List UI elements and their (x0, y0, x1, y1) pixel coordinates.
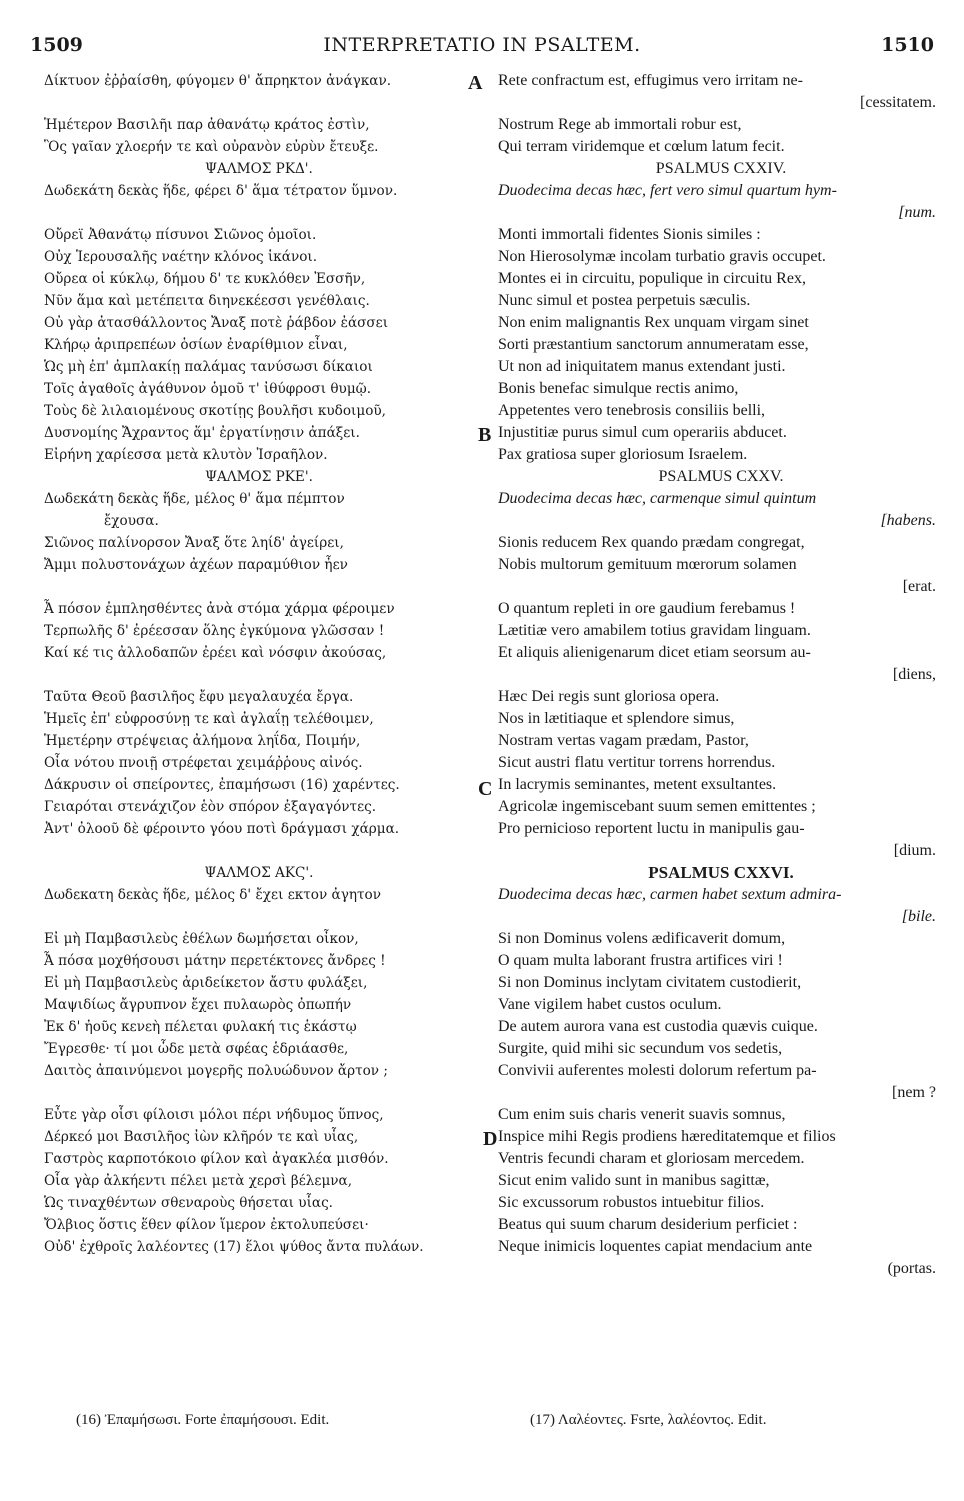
latin-line: Rete confractum est, effugimus vero irritam ne- (498, 72, 803, 89)
margin-mark-b: B (478, 424, 492, 446)
latin-line: [num. (898, 204, 936, 221)
greek-line: Ὃς γαῖαν χλοερήν τε καὶ οὐρανὸν εὐρὺν ἔτευξε. (44, 139, 379, 155)
latin-line: Sic excussorum robustos intuebitur filios. (498, 1194, 765, 1211)
greek-line: Εἰ μὴ Παμβασιλεὺς ἀριδείκετον ἄστυ φυλάξει, (44, 975, 368, 991)
greek-line: Δάκρυσιν οἱ σπείροντες, ἐπαμήσωσι (16) χαρέντες. (44, 777, 400, 793)
latin-line: Non enim malignantis Rex unquam virgam sinet (498, 314, 809, 331)
greek-line: Εἰρήνη χαρίεσσα μετὰ κλυτὸν Ἰσραῆλον. (44, 447, 328, 463)
latin-line: Montes ei in circuitu, populique in circuitu Rex, (498, 270, 806, 287)
latin-line: Pro pernicioso reportent luctu in manipulis gau- (498, 820, 805, 837)
greek-line (44, 840, 474, 862)
latin-line: Ventris fecundi charam et gloriosam mercedem. (498, 1150, 805, 1167)
latin-line: [bile. (901, 908, 936, 925)
greek-line: Ὄλβιος ὅστις ἕθεν φίλον ἵμερον ἐκτολυπεύσει· (44, 1217, 369, 1233)
greek-line: Καί κέ τις ἀλλοδαπῶν ἐρέει καὶ νόσφιν ἀκούσας, (44, 645, 387, 661)
greek-column (44, 70, 474, 1258)
latin-line: Si non Dominus volens ædificaverit domum, (498, 930, 786, 947)
latin-line: Nunc simul et postea perpetuis sæculis. (498, 292, 751, 309)
latin-line: Duodecima decas hæc, carmen habet sextum admira- (498, 886, 842, 903)
margin-mark-a: A (468, 72, 483, 94)
latin-line: Sicut austri flatu vertitur torrens horrendus. (498, 754, 776, 771)
greek-line: Τοῖς ἀγαθοῖς ἀγάθυνον ὁμοῦ τ' ἰθύφροσι θυμῷ. (44, 381, 372, 397)
latin-line: Surgite, quid mihi sic secundum vos sedetis, (498, 1040, 783, 1057)
latin-line: Pax gratiosa super gloriosum Israelem. (498, 446, 748, 463)
page-header (30, 34, 934, 64)
latin-line: O quantum repleti in ore gaudium ferebamus ! (498, 600, 796, 617)
latin-line: PSALMUS CXXV. (658, 468, 784, 485)
greek-line (44, 664, 474, 686)
greek-line: Οὔρεϊ Ἀθανάτῳ πίσυνοι Σιῶνος ὁμοῖοι. (44, 227, 317, 243)
greek-line: Οὐδ' ἐχθροῖς λαλέοντες (17) ἕλοι ψύθος ἄντα πυλάων. (44, 1239, 424, 1255)
greek-line: Δωδεκάτη δεκὰς ἥδε, φέρει δ' ἅμα τέτρατον ὕμνον. (44, 183, 398, 199)
greek-line: Ὡς τιναχθέντων σθεναροὺς θήσεται υἷας. (44, 1195, 334, 1211)
greek-line: Ἡμεῖς ἐπ' εὐφροσύνῃ τε καὶ ἀγλαΐῃ τελέθοιμεν, (44, 711, 374, 727)
latin-line: [dium. (893, 842, 936, 859)
latin-line: PSALMUS CXXIV. (655, 160, 787, 177)
greek-line: Δυσνομίης Ἄχραντος ἅμ' ἐργατίνῃσιν ἀπάξει. (44, 425, 360, 441)
latin-line: Monti immortali fidentes Sionis similes : (498, 226, 761, 243)
latin-line: Beatus qui suum charum desiderium perficiet : (498, 1216, 798, 1233)
latin-line: In lacrymis seminantes, metent exsultantes. (498, 776, 777, 793)
greek-line: Δέρκεό μοι Βασιλῆος ἰὼν κλῆρόν τε καὶ υἷας, (44, 1129, 359, 1145)
latin-line: De autem aurora vana est custodia quævis cuique. (498, 1018, 818, 1035)
greek-line: Δίκτυον ἐῤῥαίσθη, φύγομεν θ' ἄπρηκτον ἀνάγκαν. (44, 73, 392, 89)
greek-line: ἔχουσα. (104, 513, 159, 529)
greek-line (44, 202, 474, 224)
latin-line: [nem ? (892, 1084, 936, 1101)
greek-line: Εἰ μὴ Παμβασιλεὺς ἐθέλων δωμήσεται οἶκον, (44, 931, 359, 947)
greek-line: Ἆ πόσα μοχθήσουσι μάτην περετέκτονες ἄνδρες ! (44, 953, 386, 969)
greek-line: Τοὺς δὲ λιλαιομένους σκοτίῃς βουλῆσι κυδοιμοῦ, (44, 403, 386, 419)
latin-line: Ut non ad iniquitatem manus extendant justi. (498, 358, 786, 375)
latin-column (498, 70, 944, 1280)
latin-line: Et aliquis alienigenarum dicet etiam seorsum au- (498, 644, 811, 661)
greek-line: Δωδεκάτη δεκὰς ἥδε, μέλος θ' ἅμα πέμπτον (44, 491, 345, 507)
greek-line: ΨΑΛΜΟΣ ΡΚΕ'. (205, 469, 313, 485)
margin-mark-d: D (483, 1128, 498, 1150)
latin-line: Vane vigilem habet custos oculum. (498, 996, 722, 1013)
latin-line: [diens, (892, 666, 936, 683)
latin-line: Nostram vertas vagam prædam, Pastor, (498, 732, 749, 749)
greek-line: Γειαρόται στενάχιζον ἑὸν σπόρον ἐξαγαγόντες. (44, 799, 377, 815)
latin-line: Nos in lætitiaque et splendore simus, (498, 710, 735, 727)
latin-line: Lætitiæ vero amabilem totius gravidam linguam. (498, 622, 811, 639)
latin-line: Sicut enim valido sunt in manibus sagittæ, (498, 1172, 770, 1189)
greek-line: Οὔρεα οἱ κύκλῳ, δήμου δ' τε κυκλόθεν Ἐσσῆν, (44, 271, 366, 287)
latin-line: Nostrum Rege ab immortali robur est, (498, 116, 742, 133)
latin-line: Agricolæ ingemiscebant suum semen emittentes ; (498, 798, 816, 815)
page-number-left: 1509 (30, 34, 83, 56)
latin-line: Hæc Dei regis sunt gloriosa opera. (498, 688, 720, 705)
latin-line: Cum enim suis charis venerit suavis somnus, (498, 1106, 786, 1123)
greek-line: ΨΑΛΜΟΣ ΡΚΔ'. (205, 161, 313, 177)
running-title: INTERPRETATIO IN PSALTEM. (323, 34, 641, 56)
greek-line: Ὡς μὴ ἐπ' ἀμπλακίῃ παλάμας τανύσωσι δίκαιοι (44, 359, 373, 375)
greek-line: ΨΑΛΜΟΣ ΑΚϚ'. (204, 865, 314, 881)
latin-line: Sorti præstantium sanctorum annumeratam esse, (498, 336, 809, 353)
latin-line: Duodecima decas hæc, fert vero simul quartum hym- (498, 182, 837, 199)
latin-line: Non Hierosolymæ incolam turbatio gravis occupet. (498, 248, 826, 265)
latin-line: Sionis reducem Rex quando prædam congregat, (498, 534, 805, 551)
greek-line (44, 92, 474, 114)
latin-line: PSALMUS CXXVI. (648, 863, 794, 882)
latin-line: Appetentes vero tenebrosis consiliis belli, (498, 402, 766, 419)
greek-line: Τερπωλῆς δ' ἐρέεσσαν ὅλης ἐγκύμονα γλῶσσαν ! (44, 623, 385, 639)
latin-line: Nobis multorum gemituum mœrorum solamen (498, 556, 797, 573)
latin-line: Duodecima decas hæc, carmenque simul quintum (498, 490, 817, 507)
greek-line: Ἡμετέρην στρέψειας ἀλήμονα ληΐδα, Ποιμήν, (44, 733, 361, 749)
latin-line: Inspice mihi Regis prodiens hæreditatemque et filios (498, 1128, 836, 1145)
latin-line: O quam multa laborant frustra artifices viri ! (498, 952, 783, 969)
greek-line: Γαστρὸς καρποτόκοιο φίλον καὶ ἀγακλέα μισθόν. (44, 1151, 389, 1167)
greek-line: Οὐ γὰρ ἀτασθάλλοντος Ἄναξ ποτὲ ῥάβδον ἐάσσει (44, 315, 389, 331)
greek-line: Οἷα νότου πνοιῇ στρέφεται χειμάῤῥους αἰνός. (44, 755, 363, 771)
latin-line: Bonis benefac simulque rectis animo, (498, 380, 739, 397)
margin-mark-c: C (478, 778, 493, 800)
greek-line (44, 1082, 474, 1104)
latin-line: Qui terram viridemque et cœlum latum fecit. (498, 138, 785, 155)
greek-line: Σιῶνος παλίνορσον Ἄναξ ὅτε ληίδ' ἀγείρει, (44, 535, 344, 551)
greek-line: Δαιτὸς ἀπαινύμενοι μογερῆς πολυώδυνον ἄρτον ; (44, 1063, 388, 1079)
greek-line: Ταῦτα Θεοῦ βασιλῆος ἔφυ μεγαλαυχέα ἔργα. (44, 689, 354, 705)
greek-line: Εὖτε γὰρ οἷσι φίλοισι μόλοι πέρι νήδυμος ὕπνος, (44, 1107, 384, 1123)
latin-line: (portas. (887, 1260, 936, 1277)
greek-line: Μαψιδίως ἄγρυπνον ἔχει πυλαωρὸς ὀπωπήν (44, 997, 352, 1013)
greek-line: Ἄμμι πολυστονάχων ἀχέων παραμύθιον ἦεν (44, 557, 348, 573)
greek-line: Δωδεκατη δεκὰς ἥδε, μέλος δ' ἔχει εκτον ἀγητον (44, 887, 381, 903)
greek-line: Οἷα γὰρ ἀλκήεντι πέλει μετὰ χερσὶ βέλεμνα, (44, 1173, 353, 1189)
greek-line (44, 576, 474, 598)
latin-line: [habens. (880, 512, 936, 529)
latin-line: [erat. (902, 578, 936, 595)
greek-line: Οὐχ Ἱερουσαλῆς ναέτην κλόνος ἱκάνοι. (44, 249, 318, 265)
latin-line: Convivii auferentes molesti dolorum refertum pa- (498, 1062, 817, 1079)
greek-line: Κλήρῳ ἀριπρεπέων ὁσίων ἐναρίθμιον εἶναι, (44, 337, 348, 353)
greek-line: Ἡμέτερον Βασιλῆι παρ ἀθανάτῳ κράτος ἐστὶν, (44, 117, 370, 133)
greek-line: Ἆ πόσον ἐμπλησθέντες ἀνὰ στόμα χάρμα φέροιμεν (44, 601, 395, 617)
latin-line: Si non Dominus inclytam civitatem custodierit, (498, 974, 802, 991)
greek-line: Νῦν ἅμα καὶ μετέπειτα διηνεκέεσσι γενέθλαις. (44, 293, 370, 309)
page-number-right: 1510 (881, 34, 934, 56)
greek-line: Ἀντ' ὀλοοῦ δὲ φέροιντο γόου ποτὶ δράγμασι χάρμα. (44, 821, 400, 837)
latin-line: Injustitiæ purus simul cum operariis abducet. (498, 424, 787, 441)
footnote-16: (16) Ἐπαμήσωσι. Forte ἐπαμήσουσι. Edit. (76, 1412, 330, 1428)
greek-line: Ἐκ δ' ἠοῦς κενεὴ πέλεται φυλακή τις ἑκάστῳ (44, 1019, 357, 1035)
greek-line: Ἔγρεσθε· τί μοι ὧδε μετὰ σφέας ἑδριάασθε, (44, 1041, 349, 1057)
footnote-17: (17) Λαλέοντες. Fsrte, λαλέοντος. Edit. (530, 1412, 767, 1428)
greek-line (44, 906, 474, 928)
latin-line: Neque inimicis loquentes capiat mendacium ante (498, 1238, 813, 1255)
latin-line: [cessitatem. (860, 94, 936, 111)
